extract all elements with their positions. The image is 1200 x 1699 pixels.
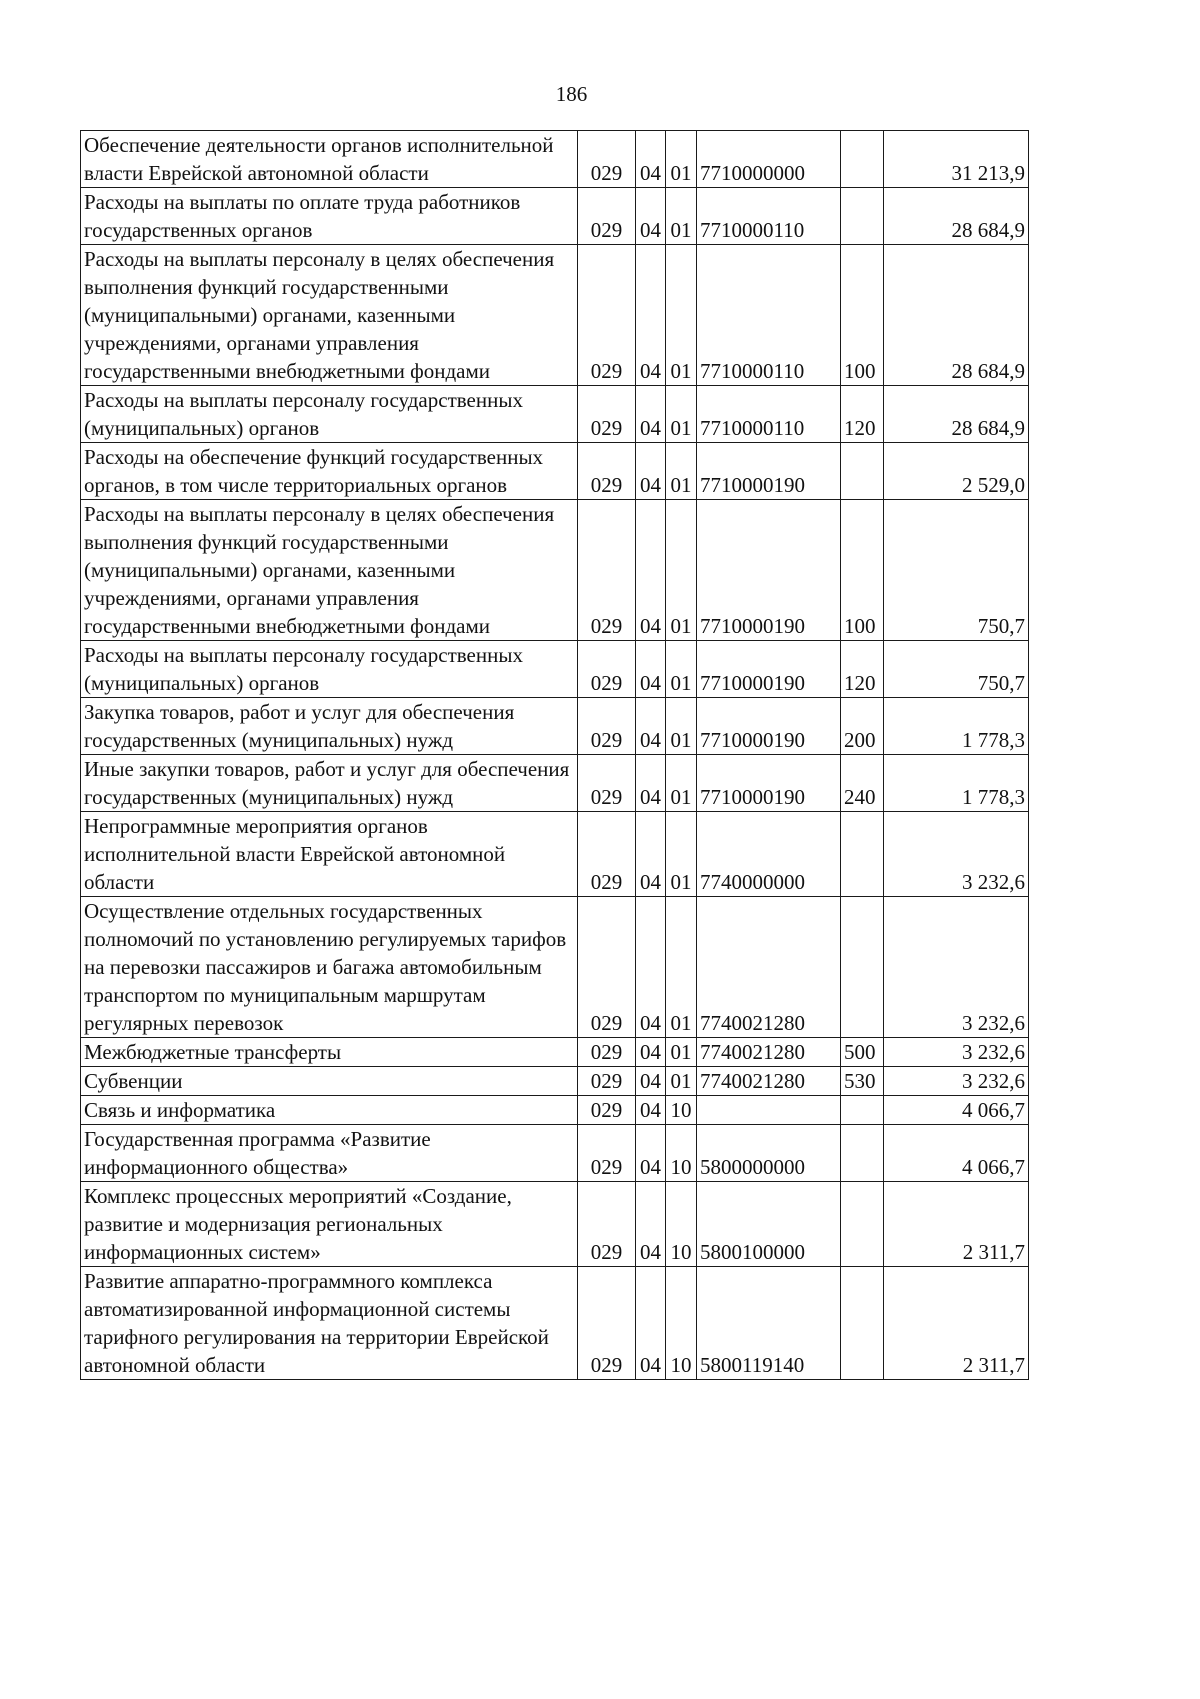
row-rz-cell: 04 xyxy=(636,1125,666,1182)
row-rz-cell: 04 xyxy=(636,812,666,897)
row-vr-cell: 500 xyxy=(841,1038,884,1067)
row-pr-cell: 01 xyxy=(666,1038,697,1067)
row-pr-cell: 01 xyxy=(666,188,697,245)
row-sum-cell: 2 311,7 xyxy=(884,1182,1029,1267)
row-rz-cell: 04 xyxy=(636,131,666,188)
row-cs-cell: 7740021280 xyxy=(697,897,841,1038)
row-cs-cell: 7710000110 xyxy=(697,386,841,443)
table-row xyxy=(81,1267,1029,1380)
row-name-cell: Расходы на выплаты персоналу государственных (муниципальных) органов xyxy=(81,386,578,443)
row-cs-cell: 5800119140 xyxy=(697,1267,841,1380)
row-rz-cell: 04 xyxy=(636,1096,666,1125)
row-name-cell: Расходы на выплаты по оплате труда работников государственных органов xyxy=(81,188,578,245)
row-cs-cell: 7710000190 xyxy=(697,641,841,698)
row-gr-cell: 029 xyxy=(578,755,636,812)
row-gr-cell: 029 xyxy=(578,698,636,755)
table-row xyxy=(81,755,1029,812)
row-cs-cell: 5800100000 xyxy=(697,1182,841,1267)
row-rz-cell: 04 xyxy=(636,245,666,386)
row-name-cell: Непрограммные мероприятия органов исполнительной власти Еврейской автономной области xyxy=(81,812,578,897)
row-rz-cell: 04 xyxy=(636,1267,666,1380)
row-vr-cell xyxy=(841,1182,884,1267)
row-sum-cell: 3 232,6 xyxy=(884,897,1029,1038)
row-sum-cell: 1 778,3 xyxy=(884,755,1029,812)
row-cs-cell: 7740021280 xyxy=(697,1038,841,1067)
table-row xyxy=(81,188,1029,245)
row-sum-cell: 3 232,6 xyxy=(884,812,1029,897)
row-sum-cell: 4 066,7 xyxy=(884,1096,1029,1125)
row-cs-cell: 7710000110 xyxy=(697,188,841,245)
table-row xyxy=(81,1038,1029,1067)
row-gr-cell: 029 xyxy=(578,1182,636,1267)
row-pr-cell: 01 xyxy=(666,641,697,698)
row-sum-cell: 28 684,9 xyxy=(884,245,1029,386)
row-vr-cell xyxy=(841,1267,884,1380)
page-number: 186 xyxy=(555,82,588,106)
row-gr-cell: 029 xyxy=(578,386,636,443)
row-rz-cell: 04 xyxy=(636,1038,666,1067)
row-rz-cell: 04 xyxy=(636,698,666,755)
row-name-cell: Осуществление отдельных государственных полномочий по установлению регулируемых тарифов на перевозки пассажиров и багажа автомобильным транспортом по муниципальным маршрутам регулярных перевозок xyxy=(81,897,578,1038)
row-rz-cell: 04 xyxy=(636,1067,666,1096)
budget-table-body xyxy=(81,131,1029,1380)
row-gr-cell: 029 xyxy=(578,1267,636,1380)
row-name-cell: Связь и информатика xyxy=(81,1096,578,1125)
row-vr-cell xyxy=(841,1125,884,1182)
table-row xyxy=(81,443,1029,500)
row-rz-cell: 04 xyxy=(636,386,666,443)
table-row xyxy=(81,812,1029,897)
table-row xyxy=(81,1182,1029,1267)
row-name-cell: Развитие аппаратно-программного комплекса автоматизированной информационной системы тарифного регулирования на территории Еврейской автономной области xyxy=(81,1267,578,1380)
row-pr-cell: 01 xyxy=(666,443,697,500)
row-vr-cell xyxy=(841,812,884,897)
table-row xyxy=(81,386,1029,443)
row-vr-cell xyxy=(841,443,884,500)
table-row xyxy=(81,131,1029,188)
row-vr-cell xyxy=(841,188,884,245)
row-gr-cell: 029 xyxy=(578,1067,636,1096)
row-vr-cell xyxy=(841,897,884,1038)
row-name-cell: Закупка товаров, работ и услуг для обеспечения государственных (муниципальных) нужд xyxy=(81,698,578,755)
row-rz-cell: 04 xyxy=(636,500,666,641)
row-cs-cell: 5800000000 xyxy=(697,1125,841,1182)
row-name-cell: Государственная программа «Развитие информационного общества» xyxy=(81,1125,578,1182)
row-gr-cell: 029 xyxy=(578,897,636,1038)
row-sum-cell: 4 066,7 xyxy=(884,1125,1029,1182)
row-pr-cell: 10 xyxy=(666,1125,697,1182)
row-cs-cell: 7710000190 xyxy=(697,500,841,641)
row-pr-cell: 01 xyxy=(666,245,697,386)
row-pr-cell: 10 xyxy=(666,1267,697,1380)
row-sum-cell: 750,7 xyxy=(884,500,1029,641)
row-gr-cell: 029 xyxy=(578,1038,636,1067)
row-cs-cell xyxy=(697,1096,841,1125)
row-cs-cell: 7710000190 xyxy=(697,755,841,812)
row-name-cell: Межбюджетные трансферты xyxy=(81,1038,578,1067)
row-cs-cell: 7710000190 xyxy=(697,698,841,755)
row-cs-cell: 7710000190 xyxy=(697,443,841,500)
row-rz-cell: 04 xyxy=(636,188,666,245)
row-pr-cell: 01 xyxy=(666,812,697,897)
row-sum-cell: 28 684,9 xyxy=(884,386,1029,443)
row-pr-cell: 01 xyxy=(666,755,697,812)
row-pr-cell: 01 xyxy=(666,698,697,755)
row-gr-cell: 029 xyxy=(578,500,636,641)
row-sum-cell: 31 213,9 xyxy=(884,131,1029,188)
budget-table xyxy=(80,130,1029,1380)
row-sum-cell: 750,7 xyxy=(884,641,1029,698)
row-name-cell: Расходы на выплаты персоналу в целях обеспечения выполнения функций государственными (муниципальными) органами, казенными учреждениями, органами управления государственными внебюджетными фондами xyxy=(81,245,578,386)
row-sum-cell: 2 311,7 xyxy=(884,1267,1029,1380)
table-row xyxy=(81,1067,1029,1096)
row-gr-cell: 029 xyxy=(578,131,636,188)
table-row xyxy=(81,897,1029,1038)
row-vr-cell: 530 xyxy=(841,1067,884,1096)
row-vr-cell: 240 xyxy=(841,755,884,812)
row-rz-cell: 04 xyxy=(636,755,666,812)
row-sum-cell: 28 684,9 xyxy=(884,188,1029,245)
table-row xyxy=(81,1125,1029,1182)
row-sum-cell: 1 778,3 xyxy=(884,698,1029,755)
row-rz-cell: 04 xyxy=(636,1182,666,1267)
row-pr-cell: 10 xyxy=(666,1182,697,1267)
row-gr-cell: 029 xyxy=(578,245,636,386)
row-pr-cell: 01 xyxy=(666,386,697,443)
row-name-cell: Расходы на выплаты персоналу в целях обеспечения выполнения функций государственными (муниципальными) органами, казенными учреждениями, органами управления государственными внебюджетными фондами xyxy=(81,500,578,641)
table-row xyxy=(81,500,1029,641)
row-vr-cell xyxy=(841,1096,884,1125)
row-rz-cell: 04 xyxy=(636,897,666,1038)
row-cs-cell: 7710000110 xyxy=(697,245,841,386)
row-rz-cell: 04 xyxy=(636,641,666,698)
row-pr-cell: 10 xyxy=(666,1096,697,1125)
row-cs-cell: 7740000000 xyxy=(697,812,841,897)
row-vr-cell: 120 xyxy=(841,641,884,698)
row-rz-cell: 04 xyxy=(636,443,666,500)
row-pr-cell: 01 xyxy=(666,500,697,641)
row-pr-cell: 01 xyxy=(666,131,697,188)
row-gr-cell: 029 xyxy=(578,188,636,245)
table-row xyxy=(81,1096,1029,1125)
row-name-cell: Комплекс процессных мероприятий «Создание, развитие и модернизация региональных информационных систем» xyxy=(81,1182,578,1267)
row-name-cell: Расходы на выплаты персоналу государственных (муниципальных) органов xyxy=(81,641,578,698)
table-row xyxy=(81,698,1029,755)
table-row xyxy=(81,641,1029,698)
row-name-cell: Субвенции xyxy=(81,1067,578,1096)
row-cs-cell: 7710000000 xyxy=(697,131,841,188)
row-vr-cell: 100 xyxy=(841,245,884,386)
row-pr-cell: 01 xyxy=(666,1067,697,1096)
row-gr-cell: 029 xyxy=(578,812,636,897)
row-gr-cell: 029 xyxy=(578,1096,636,1125)
row-sum-cell: 3 232,6 xyxy=(884,1067,1029,1096)
row-cs-cell: 7740021280 xyxy=(697,1067,841,1096)
row-sum-cell: 2 529,0 xyxy=(884,443,1029,500)
table-row xyxy=(81,245,1029,386)
row-pr-cell: 01 xyxy=(666,897,697,1038)
row-vr-cell: 100 xyxy=(841,500,884,641)
row-gr-cell: 029 xyxy=(578,641,636,698)
row-vr-cell: 120 xyxy=(841,386,884,443)
row-name-cell: Иные закупки товаров, работ и услуг для обеспечения государственных (муниципальных) нужд xyxy=(81,755,578,812)
row-gr-cell: 029 xyxy=(578,443,636,500)
row-sum-cell: 3 232,6 xyxy=(884,1038,1029,1067)
row-vr-cell: 200 xyxy=(841,698,884,755)
row-name-cell: Обеспечение деятельности органов исполнительной власти Еврейской автономной области xyxy=(81,131,578,188)
row-name-cell: Расходы на обеспечение функций государственных органов, в том числе территориальных органов xyxy=(81,443,578,500)
row-vr-cell xyxy=(841,131,884,188)
row-gr-cell: 029 xyxy=(578,1125,636,1182)
